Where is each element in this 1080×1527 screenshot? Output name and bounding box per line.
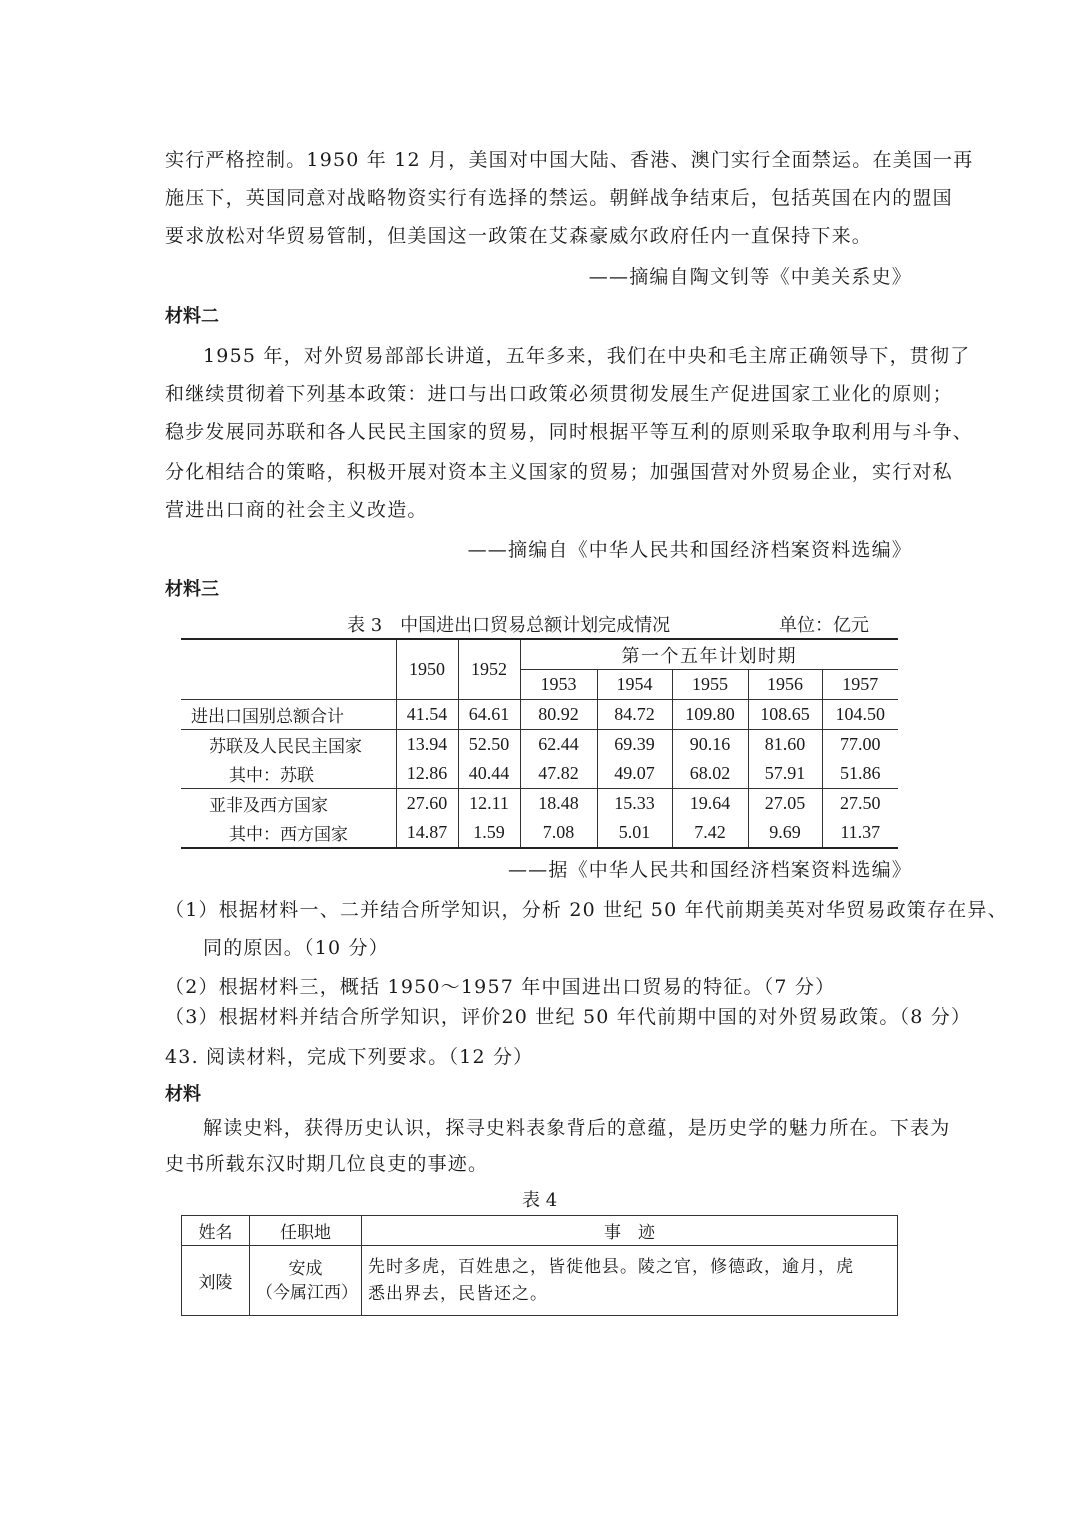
table3-cell: 104.50: [822, 700, 898, 730]
table3-cell: 1.59: [458, 818, 520, 848]
table4-deeds: [362, 1246, 898, 1316]
table3-row-label: 亚非及西方国家: [209, 796, 328, 816]
table3-plan-header: 第一个五年计划时期: [520, 639, 898, 670]
table4-place-line-1: 安成: [288, 1258, 323, 1279]
table-row: [181, 818, 898, 848]
material1-line-1: 实行严格控制。1950 年 12 月，美国对中国大陆、香港、澳门实行全面禁运。在美国一再: [165, 149, 974, 171]
material2-line-3: 稳步发展同苏联和各人民民主国家的贸易，同时根据平等互利的原则采取争取利用与斗争、: [165, 421, 974, 443]
q43-intro-line-2: 史书所载东汉时期几位良吏的事迹。: [165, 1153, 489, 1175]
table-row: [181, 759, 898, 789]
table3-caption: 表 3 中国进出口贸易总额计划完成情况: [347, 615, 671, 636]
material1-line-3: 要求放松对华贸易管制，但美国这一政策在艾森豪威尔政府任内一直保持下来。: [165, 225, 873, 247]
material2-line-5: 营进出口商的社会主义改造。: [165, 499, 428, 521]
table3-cell: 81.60: [748, 730, 822, 760]
table3-source: ——据《中华人民共和国经济档案资料选编》: [507, 859, 912, 881]
table3-cell: 64.61: [458, 700, 520, 730]
material2-source: ——摘编自《中华人民共和国经济档案资料选编》: [467, 539, 912, 561]
table-row: [181, 730, 898, 760]
table3-cell: 69.39: [597, 730, 672, 760]
material2-line-4: 分化相结合的策略，积极开展对资本主义国家的贸易；加强国营对外贸易企业，实行对私: [165, 461, 953, 483]
table3-cell: 12.86: [396, 759, 458, 789]
table3-row-label: 苏联及人民民主国家: [209, 737, 362, 757]
table3-year-1956: 1956: [748, 670, 822, 700]
table3-cell: 12.11: [458, 789, 520, 819]
table3-cell: 62.44: [520, 730, 597, 760]
question-1-line-1: （1）根据材料一、二并结合所学知识，分析 20 世纪 50 年代前期美英对华贸易政策存在异、: [165, 899, 1008, 921]
table3-cell: 11.37: [822, 818, 898, 848]
table4-header-place: 任职地: [250, 1216, 362, 1246]
table3-year-1955: 1955: [672, 670, 748, 700]
question-2: （2）根据材料三，概括 1950～1957 年中国进出口贸易的特征。（7 分）: [165, 976, 836, 998]
table3-row-label: 其中：西方国家: [181, 818, 396, 848]
table4: [181, 1215, 898, 1316]
table3-cell: 19.64: [672, 789, 748, 819]
table-row: [182, 1246, 898, 1316]
table4-name: 刘陵: [182, 1246, 250, 1316]
q43-intro-line-1: 解读史料，获得历史认识，探寻史料表象背后的意蕴，是历史学的魅力所在。下表为: [203, 1117, 951, 1139]
table3-corner-cell: [181, 639, 396, 700]
table-row: [181, 700, 898, 730]
table3-cell: 13.94: [396, 730, 458, 760]
table4-header-deeds: 事 迹: [362, 1216, 898, 1246]
table3-cell: 51.86: [822, 759, 898, 789]
question-3: （3）根据材料并结合所学知识，评价20 世纪 50 年代前期中国的对外贸易政策。（8 分）: [165, 1006, 972, 1028]
q43-material-heading: 材料: [165, 1084, 201, 1105]
question-1-line-2: 同的原因。（10 分）: [203, 937, 389, 959]
table3-row-label: 其中：苏联: [181, 759, 396, 789]
table3-year-1952: 1952: [458, 639, 520, 700]
table3-cell: 84.72: [597, 700, 672, 730]
table3-year-1954: 1954: [597, 670, 672, 700]
material3-heading: 材料三: [165, 579, 219, 600]
table3-cell: 27.60: [396, 789, 458, 819]
material1-line-2: 施压下，英国同意对战略物资实行有选择的禁运。朝鲜战争结束后，包括英国在内的盟国: [165, 187, 953, 209]
table3-cell: 49.07: [597, 759, 672, 789]
table3-cell: 47.82: [520, 759, 597, 789]
table3-row-label: 进出口国别总额合计: [181, 700, 396, 730]
table3-cell: 15.33: [597, 789, 672, 819]
table4-header-name: 姓名: [182, 1216, 250, 1246]
table-row: [181, 789, 898, 819]
table3-cell: 57.91: [748, 759, 822, 789]
table3: [181, 638, 898, 849]
table3-cell: 40.44: [458, 759, 520, 789]
material2-heading: 材料二: [165, 306, 219, 327]
question-43-title: 43. 阅读材料，完成下列要求。（12 分）: [165, 1046, 534, 1068]
table4-place-line-2: （今属江西）: [256, 1282, 358, 1303]
table3-cell: 77.00: [822, 730, 898, 760]
table4-deeds-line-1: 先时多虎，百姓患之，皆徙他县。陵之官，修德政，逾月，虎: [368, 1256, 854, 1277]
table4-caption: 表 4: [522, 1190, 558, 1211]
material2-line-2: 和继续贯彻着下列基本政策：进口与出口政策必须贯彻发展生产促进国家工业化的原则；: [165, 383, 953, 405]
table3-cell: 41.54: [396, 700, 458, 730]
table3-cell: 9.69: [748, 818, 822, 848]
table3-year-1950: 1950: [396, 639, 458, 700]
table3-year-1953: 1953: [520, 670, 597, 700]
table3-cell: 7.42: [672, 818, 748, 848]
table3-cell: 108.65: [748, 700, 822, 730]
table3-cell: 5.01: [597, 818, 672, 848]
table4-place: [250, 1246, 362, 1316]
table3-cell: 18.48: [520, 789, 597, 819]
table3-year-1957: 1957: [822, 670, 898, 700]
table3-cell: 27.50: [822, 789, 898, 819]
table4-deeds-line-2: 悉出界去，民皆还之。: [368, 1283, 548, 1304]
table3-cell: 90.16: [672, 730, 748, 760]
table3-cell: 7.08: [520, 818, 597, 848]
table3-cell: 68.02: [672, 759, 748, 789]
table3-unit: 单位：亿元: [779, 615, 869, 636]
material1-source: ——摘编自陶文钊等《中美关系史》: [588, 266, 912, 288]
material2-line-1: 1955 年，对外贸易部部长讲道，五年多来，我们在中央和毛主席正确领导下，贯彻了: [203, 345, 971, 367]
table3-cell: 109.80: [672, 700, 748, 730]
table3-cell: 14.87: [396, 818, 458, 848]
table3-cell: 52.50: [458, 730, 520, 760]
table3-cell: 27.05: [748, 789, 822, 819]
table3-cell: 80.92: [520, 700, 597, 730]
